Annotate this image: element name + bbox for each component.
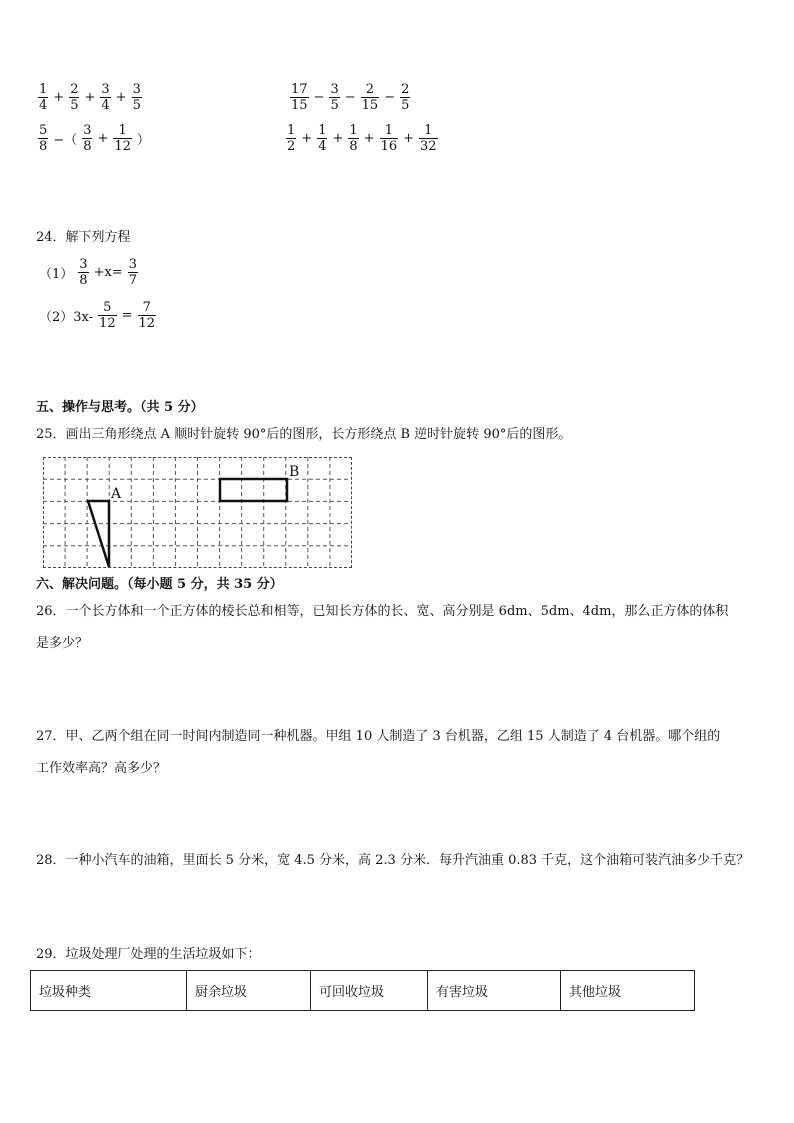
- numerator: 3: [132, 81, 141, 97]
- denominator: 12: [99, 315, 116, 331]
- fraction: [361, 82, 380, 113]
- denominator: 16: [380, 138, 398, 154]
- numerator: 7: [142, 299, 151, 315]
- operator: （2）3x-: [39, 309, 94, 325]
- q28-text: 28．一种小汽车的油箱，里面长 5 分米，宽 4.5 分米，高 2.3 分米．每升汽油重 0.83 千克，这个油箱可装汽油多少千克？: [36, 853, 750, 868]
- fraction: [78, 257, 88, 288]
- numerator: 17: [291, 81, 308, 97]
- fraction: [132, 82, 142, 113]
- fraction: [138, 300, 157, 331]
- denominator: 15: [291, 97, 308, 113]
- numerator: 1: [39, 81, 48, 97]
- fraction: [290, 82, 309, 113]
- denominator: 4: [318, 138, 327, 154]
- numerator: 1: [118, 122, 127, 138]
- numerator: 5: [103, 299, 112, 315]
- table-cell: 其他垃圾: [561, 971, 695, 1011]
- fraction: [82, 123, 92, 154]
- numerator: 1: [424, 122, 433, 138]
- numerator: 3: [79, 256, 88, 272]
- numerator: 1: [349, 122, 358, 138]
- denominator: 5: [401, 97, 410, 113]
- fraction: [38, 82, 48, 113]
- operator: +: [115, 89, 127, 105]
- denominator: 32: [420, 138, 437, 154]
- fraction: [98, 300, 117, 331]
- operator: +: [84, 89, 96, 105]
- numerator: 3: [101, 81, 110, 97]
- operator: +: [403, 130, 415, 146]
- fraction: [348, 123, 358, 154]
- operator: +: [97, 130, 109, 146]
- operator: （1）: [39, 266, 74, 282]
- waste-table: [30, 970, 695, 1011]
- operator: +x=: [93, 264, 123, 280]
- calc-expression-2: [288, 77, 412, 117]
- operator: ）: [136, 132, 150, 148]
- triangle-shape: [88, 501, 109, 567]
- q25-text: 25．画出三角形绕点 A 顺时针旋转 90°后的图形，长方形绕点 B 逆时针旋转 90°后的图形。: [36, 427, 572, 442]
- q26-line-1: 26．一个长方体和一个正方体的棱长总和相等，已知长方体的长、宽、高分别是 6dm、5dm、4dm，那么正方体的体积: [36, 604, 729, 619]
- fraction: [100, 82, 110, 113]
- denominator: 12: [114, 138, 131, 154]
- fraction: [128, 257, 138, 288]
- q24-equation-1: [36, 252, 140, 292]
- numerator: 3: [330, 81, 339, 97]
- fraction: [69, 82, 79, 113]
- fraction: [380, 123, 399, 154]
- numerator: 1: [384, 122, 393, 138]
- operator: +: [363, 130, 375, 146]
- denominator: 5: [70, 97, 79, 113]
- denominator: 4: [39, 97, 48, 113]
- calc-expression-4: [284, 118, 440, 158]
- table-cell: 可回收垃圾: [311, 971, 428, 1011]
- denominator: 8: [349, 138, 358, 154]
- grid-lines: [43, 457, 352, 568]
- table-cell: 垃圾种类: [31, 971, 187, 1011]
- operator: −: [344, 89, 356, 105]
- fraction: [286, 123, 296, 154]
- q26-line-2: 是多少？: [36, 636, 89, 651]
- denominator: 12: [138, 315, 156, 331]
- point-a-label: A: [111, 486, 122, 502]
- calc-expression-3: [36, 118, 153, 158]
- q24-title: 24．解下列方程: [36, 230, 131, 245]
- point-b-label: B: [289, 464, 300, 480]
- operator: −: [313, 89, 325, 105]
- calc-expression-1: [36, 77, 144, 117]
- numerator: 3: [128, 256, 137, 272]
- rectangle-shape: [220, 479, 287, 501]
- fraction: [419, 123, 438, 154]
- dotted-grid: [43, 457, 352, 568]
- numerator: 2: [70, 81, 79, 97]
- operator: +: [301, 130, 313, 146]
- q29-text: 29．垃圾处理厂处理的生活垃圾如下：: [36, 947, 261, 962]
- denominator: 7: [128, 272, 137, 288]
- fraction: [329, 82, 339, 113]
- denominator: 5: [132, 97, 141, 113]
- denominator: 8: [79, 272, 88, 288]
- q27-line-2: 工作效率高？高多少？: [36, 761, 167, 776]
- denominator: 8: [39, 138, 48, 154]
- numerator: 2: [401, 81, 410, 97]
- section-5-heading: 五、操作与思考。（共 5 分）: [36, 400, 204, 415]
- table-row: [31, 971, 695, 1011]
- grid-figure: [43, 457, 352, 568]
- numerator: 5: [39, 122, 48, 138]
- operator: +: [53, 89, 65, 105]
- denominator: 8: [83, 138, 92, 154]
- numerator: 1: [287, 122, 296, 138]
- numerator: 1: [318, 122, 327, 138]
- q27-line-1: 27．甲、乙两个组在同一时间内制造同一种机器。甲组 10 人制造了 3 台机器，乙组 15 人制造了 4 台机器。哪个组的: [36, 729, 721, 744]
- q24-equation-2: [36, 295, 158, 335]
- numerator: 2: [365, 81, 375, 97]
- operator: −（: [53, 132, 78, 148]
- table-cell: 有害垃圾: [428, 971, 561, 1011]
- numerator: 3: [83, 122, 92, 138]
- denominator: 15: [361, 97, 379, 113]
- table-cell: 厨余垃圾: [187, 971, 311, 1011]
- fraction: [400, 82, 410, 113]
- fraction: [38, 123, 48, 154]
- denominator: 5: [330, 97, 339, 113]
- section-6-heading: 六、解决问题。（每小题 5 分，共 35 分）: [36, 577, 283, 592]
- operator: =: [121, 307, 133, 323]
- denominator: 4: [101, 97, 110, 113]
- fraction: [317, 123, 327, 154]
- denominator: 2: [287, 138, 296, 154]
- operator: +: [332, 130, 344, 146]
- operator: −: [384, 89, 396, 105]
- fraction: [113, 123, 132, 154]
